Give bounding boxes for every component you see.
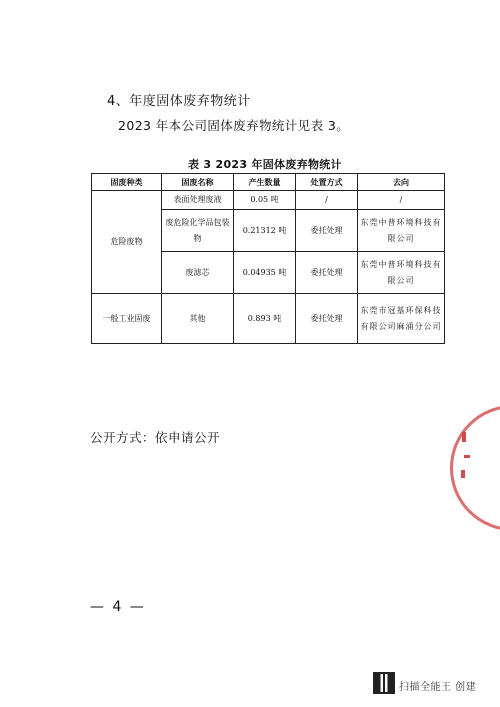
stamp-mark [464,455,470,458]
table-row [92,294,445,344]
red-seal-stamp [450,405,500,531]
method-cell: / [296,191,358,210]
destination-cell: 东莞中普环境科技有限公司 [358,210,445,252]
qr-code-icon [373,672,395,694]
header-destination: 去向 [358,174,445,191]
destination-cell: 东莞市冠基环保科技有限公司麻涌分公司 [358,294,445,344]
waste-name-cell: 废危险化学品包装物 [162,210,234,252]
destination-cell: 东莞中普环境科技有限公司 [358,252,445,294]
table-row [92,191,445,210]
amount-cell: 0.21312 吨 [234,210,296,252]
method-cell: 委托处理 [296,252,358,294]
table-header-row [92,174,445,191]
amount-cell: 0.04935 吨 [234,252,296,294]
waste-name-cell: 其他 [162,294,234,344]
header-waste-name: 固废名称 [162,174,234,191]
waste-name-cell: 表面处理废液 [162,191,234,210]
disclosure-method: 公开方式：依申请公开 [90,430,221,445]
header-waste-category: 固废种类 [92,174,162,191]
scanner-watermark: 扫描全能王 创建 [399,682,477,693]
category-cell-general: 一般工业固废 [92,294,162,344]
stamp-mark [462,432,466,442]
amount-cell: 0.893 吨 [234,294,296,344]
intro-paragraph: 2023 年本公司固体废弃物统计见表 3。 [118,118,350,133]
table-caption: 表 3 2023 年固体废弃物统计 [188,158,342,171]
amount-cell: 0.05 吨 [234,191,296,210]
category-cell-hazardous: 危险废物 [92,191,162,294]
header-amount: 产生数量 [234,174,296,191]
stamp-mark [461,470,465,478]
method-cell: 委托处理 [296,294,358,344]
page-number: — 4 — [90,599,146,615]
solid-waste-table [91,173,445,344]
destination-cell: / [358,191,445,210]
header-disposal-method: 处置方式 [296,174,358,191]
section-heading: 4、年度固体废弃物统计 [107,94,251,109]
waste-name-cell: 废滤芯 [162,252,234,294]
method-cell: 委托处理 [296,210,358,252]
